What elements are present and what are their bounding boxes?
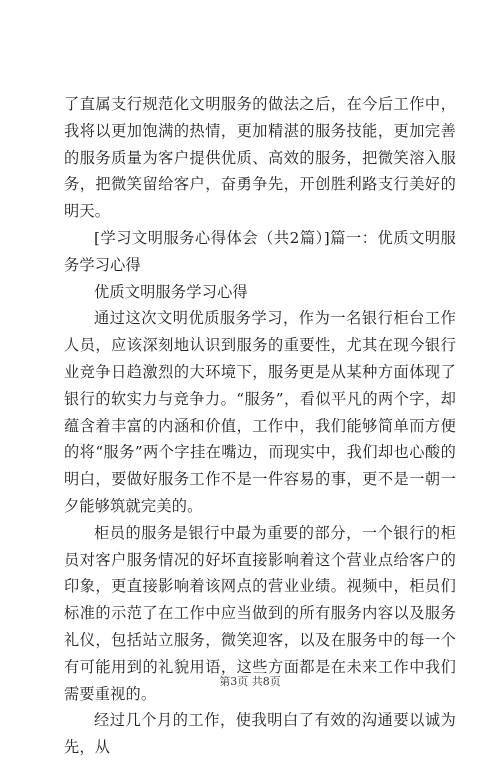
paragraph: 经过几个月的工作，使我明白了有效的沟通要以诚为先，从 [64, 711, 456, 757]
article-title: 优质文明服务学习心得 [94, 282, 248, 301]
paragraph-continuation: 了直属支行规范化文明服务的做法之后，在今后工作中，我将以更加饱满的热情，更加精湛的服务技能，更加完善的服务质量为客户提供优质、高效的服务，把微笑溶入服务，把微笑留给客户，奋勇争先，开创胜利路支行美好的明天。 [64, 95, 456, 221]
section-title: [学习文明服务心得体会（共2篇）]篇一：优质文明服务学习心得 [64, 228, 456, 274]
paragraph: 通过这次文明优质服务学习，作为一名银行柜台工作人员，应该深刻地认识到服务的重要性，尤其在现今银行业竞争日趋激烈的大环境下，服务更是从某种方面体现了银行的软实力与竞争力。“服务”，看似平凡的两个字，却蕴含着丰富的内涵和价值，工作中，我们能够简单而方便的将“服务”两个字挂在嘴边，而现实中，我们却也心酸的明白，要做好服务工作不是一件容易的事，更不是一朝一夕能够筑就完美的。 [64, 309, 456, 515]
paragraph: 柜员的服务是银行中最为重要的部分，一个银行的柜员对客户服务情况的好坏直接影响着这个营业点给客户的印象，更直接影响着该网点的营业业绩。视频中，柜员们标准的示范了在工作中应当做到的所有服务内容以及服务礼仪，包括站立服务，微笑迎客，以及在服务中的每一个有可能用到的礼貌用语，这些方面都是在未来工作中我们需要重视的。 [64, 523, 456, 703]
document-body [64, 91, 456, 761]
page-footer: 第3页 共8页 [219, 675, 281, 688]
